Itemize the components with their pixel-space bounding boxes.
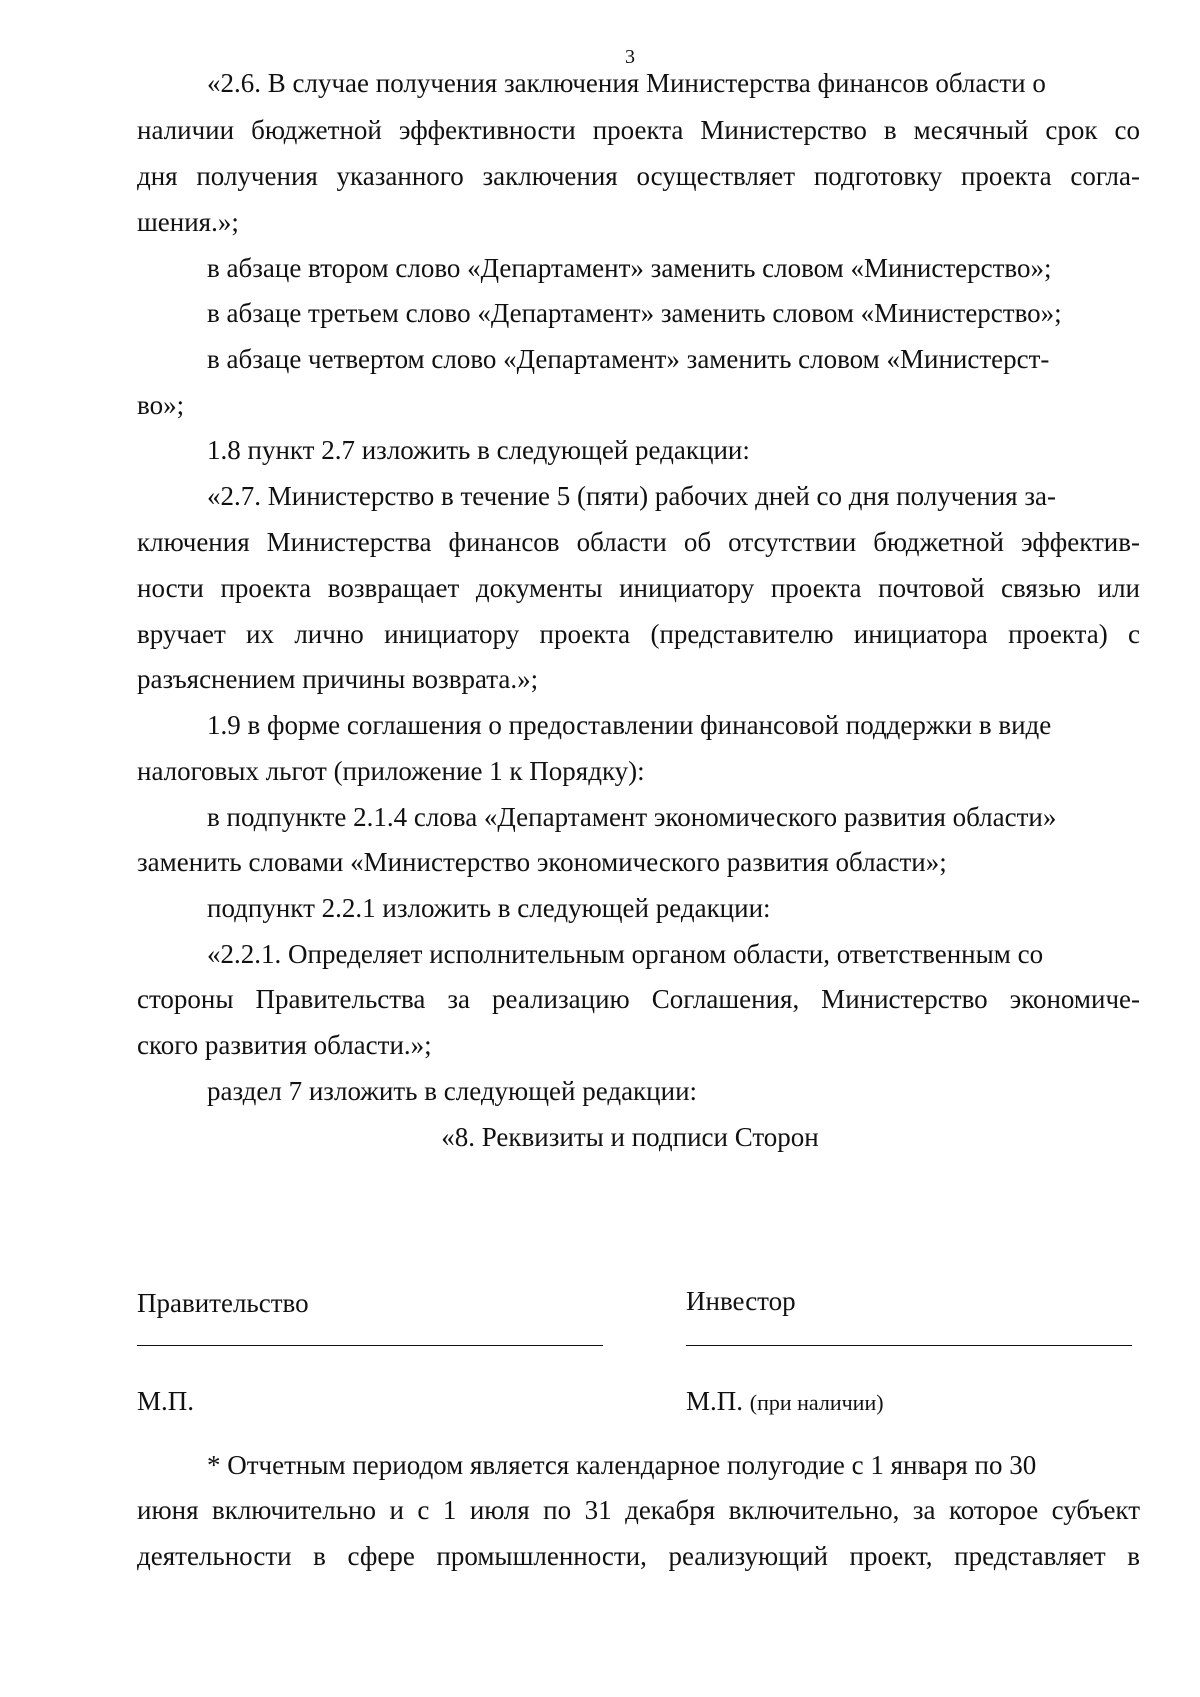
- page-number: 3: [625, 46, 635, 68]
- signature-party-left: Правительство: [137, 1288, 309, 1318]
- paragraph-line: в абзаце четвертом слово «Департамент» заменить словом «Министерст-: [207, 344, 1050, 374]
- footnote-line: * Отчетным периодом является календарное полугодие с 1 января по 30: [207, 1450, 1037, 1480]
- footnote-line: июня включительно и с 1 июля по 31 декабря включительно, за которое субъект: [137, 1495, 1140, 1525]
- paragraph-line: ского развития области.»;: [137, 1030, 432, 1060]
- paragraph-line: ключения Министерства финансов области об отсутствии бюджетной эффектив-: [137, 527, 1140, 557]
- seal-right-label: М.П.: [686, 1386, 744, 1416]
- paragraph-line: наличии бюджетной эффективности проекта Министерство в месячный срок со: [137, 115, 1140, 145]
- paragraph-line: вручает их лично инициатору проекта (представителю инициатора проекта) с: [137, 619, 1140, 649]
- paragraph-line: в подпункте 2.1.4 слова «Департамент экономического развития области»: [207, 802, 1057, 832]
- paragraph-line: дня получения указанного заключения осуществляет подготовку проекта согла-: [137, 161, 1140, 191]
- seal-right: [686, 1388, 884, 1415]
- paragraph-line: раздел 7 изложить в следующей редакции:: [207, 1076, 698, 1106]
- signature-line-right: [686, 1345, 1132, 1346]
- paragraph-line: стороны Правительства за реализацию Соглашения, Министерство экономиче-: [137, 984, 1140, 1014]
- section-heading: «8. Реквизиты и подписи Сторон: [441, 1122, 819, 1152]
- paragraph-line: ности проекта возвращает документы инициатору проекта почтовой связью или: [137, 573, 1140, 603]
- seal-left: М.П.: [137, 1386, 195, 1416]
- seal-right-note: (при наличии): [749, 1390, 884, 1415]
- paragraph-line: заменить словами «Министерство экономического развития области»;: [137, 847, 947, 877]
- signature-party-right: Инвестор: [686, 1286, 796, 1316]
- paragraph-line: 1.9 в форме соглашения о предоставлении финансовой поддержки в виде: [207, 710, 1052, 740]
- paragraph-line: в абзаце третьем слово «Департамент» заменить словом «Министерство»;: [207, 298, 1062, 328]
- paragraph-line: «2.7. Министерство в течение 5 (пяти) рабочих дней со дня получения за-: [207, 481, 1056, 511]
- paragraph-line: 1.8 пункт 2.7 изложить в следующей редакции:: [207, 435, 750, 465]
- paragraph-line: шения.»;: [137, 207, 239, 237]
- footnote-line: деятельности в сфере промышленности, реализующий проект, представляет в: [137, 1541, 1140, 1571]
- paragraph-line: «2.2.1. Определяет исполнительным органом области, ответственным со: [207, 939, 1044, 969]
- paragraph-line: разъяснением причины возврата.»;: [137, 664, 539, 694]
- paragraph-line: в абзаце втором слово «Департамент» заменить словом «Министерство»;: [207, 253, 1052, 283]
- paragraph-line: «2.6. В случае получения заключения Министерства финансов области о: [207, 68, 1046, 98]
- paragraph-line: подпункт 2.2.1 изложить в следующей редакции:: [207, 893, 771, 923]
- signature-line-left: [137, 1345, 603, 1346]
- paragraph-line: налоговых льгот (приложение 1 к Порядку):: [137, 756, 645, 786]
- paragraph-line: во»;: [137, 390, 185, 420]
